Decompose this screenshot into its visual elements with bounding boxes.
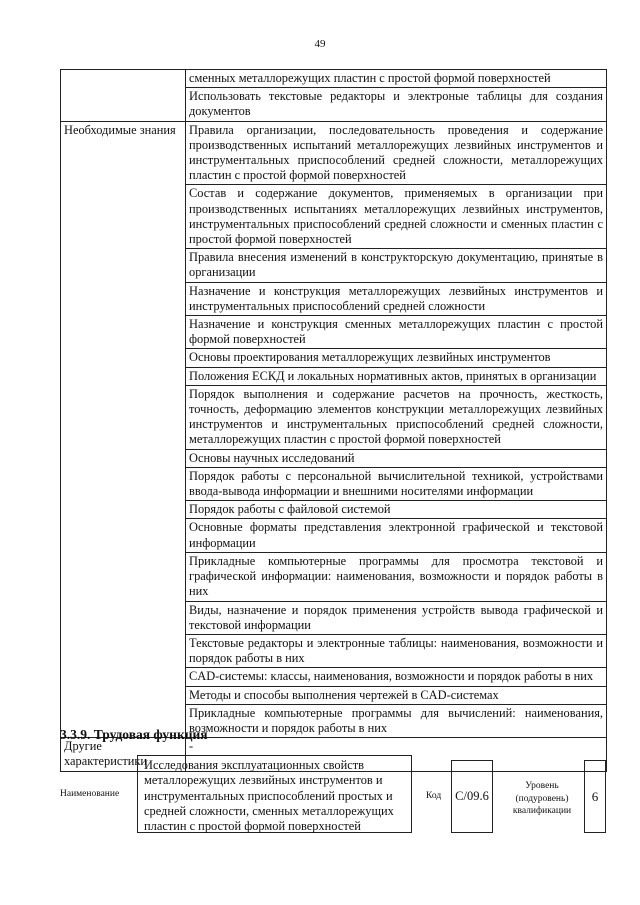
code-value-box: С/09.6 <box>451 760 493 833</box>
row-item: Основы проектирования металлорежущих лезвийных инструментов <box>186 349 607 367</box>
row-item: Прикладные компьютерные программы для просмотра текстовой и графической информации: наименования, возможности и порядок работы в них <box>186 552 607 601</box>
section-heading: 3.3.9. Трудовая функция <box>60 727 208 742</box>
row-item: Правила внесения изменений в конструкторскую документацию, принятые в организации <box>186 249 607 282</box>
row-item: Назначение и конструкция металлорежущих лезвийных инструментов и инструментальных приспособлений средней сложности <box>186 282 607 315</box>
function-name-box: Исследования эксплуатационных свойств металлорежущих лезвийных инструментов и инструментальных приспособлений простых и средней сложности, сменных металлорежущих пластин с простой формой поверхностей <box>137 755 412 833</box>
row-item: Основные форматы представления электронной графической и текстовой информации <box>186 519 607 552</box>
row-item: Порядок работы с персональной вычислительной техникой, устройствами ввода-вывода информации и внешними носителями информации <box>186 467 607 500</box>
row-item: Основы научных исследований <box>186 449 607 467</box>
row-item: CAD-системы: классы, наименования, возможности и порядок работы в них <box>186 668 607 686</box>
row-label: Другие характеристики <box>61 738 186 771</box>
qualification-level-label: Уровень (подуровень) квалификации <box>512 781 572 816</box>
name-label: Наименование <box>60 789 120 799</box>
row-label <box>61 70 186 122</box>
row-item: сменных металлорежущих пластин с простой формой поверхностей <box>186 70 607 88</box>
row-item: - <box>186 738 607 771</box>
code-label: Код <box>426 791 442 801</box>
row-label: Необходимые знания <box>61 121 186 738</box>
row-item: Назначение и конструкция сменных металлорежущих пластин с простой формой поверхностей <box>186 316 607 349</box>
row-item: Состав и содержание документов, применяемых в организации при производственных испытаниях металлорежущих лезвийных инструментов, инструментальных приспособлений средней сложности и сменных пластин с простой формой поверхностей <box>186 185 607 249</box>
qualification-level-box: 6 <box>584 760 606 833</box>
row-item: Положения ЕСКД и локальных нормативных актов, принятых в организации <box>186 367 607 385</box>
row-item: Прикладные компьютерные программы для вычислений: наименования, возможности и порядок работы в них <box>186 704 607 737</box>
row-item: Использовать текстовые редакторы и электроные таблицы для создания документов <box>186 88 607 121</box>
page-number: 49 <box>314 38 326 50</box>
row-item: Правила организации, последовательность проведения и содержание производственных испытаний металлорежущих лезвийных инструментов и инструментальных приспособлений средней сложности, металлорежущих пластин с простой формой поверхностей <box>186 121 607 185</box>
requirements-table <box>60 69 607 772</box>
table-row <box>61 121 607 185</box>
row-item: Методы и способы выполнения чертежей в CAD-системах <box>186 686 607 704</box>
row-item: Текстовые редакторы и электронные таблицы: наименования, возможности и порядок работы в них <box>186 634 607 667</box>
row-item: Виды, назначение и порядок применения устройств вывода графической и текстовой информации <box>186 601 607 634</box>
row-item: Порядок работы с файловой системой <box>186 501 607 519</box>
table-row <box>61 70 607 88</box>
row-item: Порядок выполнения и содержание расчетов на прочность, жесткость, точность, деформацию элементов конструкции металлорежущих лезвийных инструментов и инструментальных приспособлений средней сложности, металлорежущих пластин с простой формой поверхностей <box>186 385 607 449</box>
